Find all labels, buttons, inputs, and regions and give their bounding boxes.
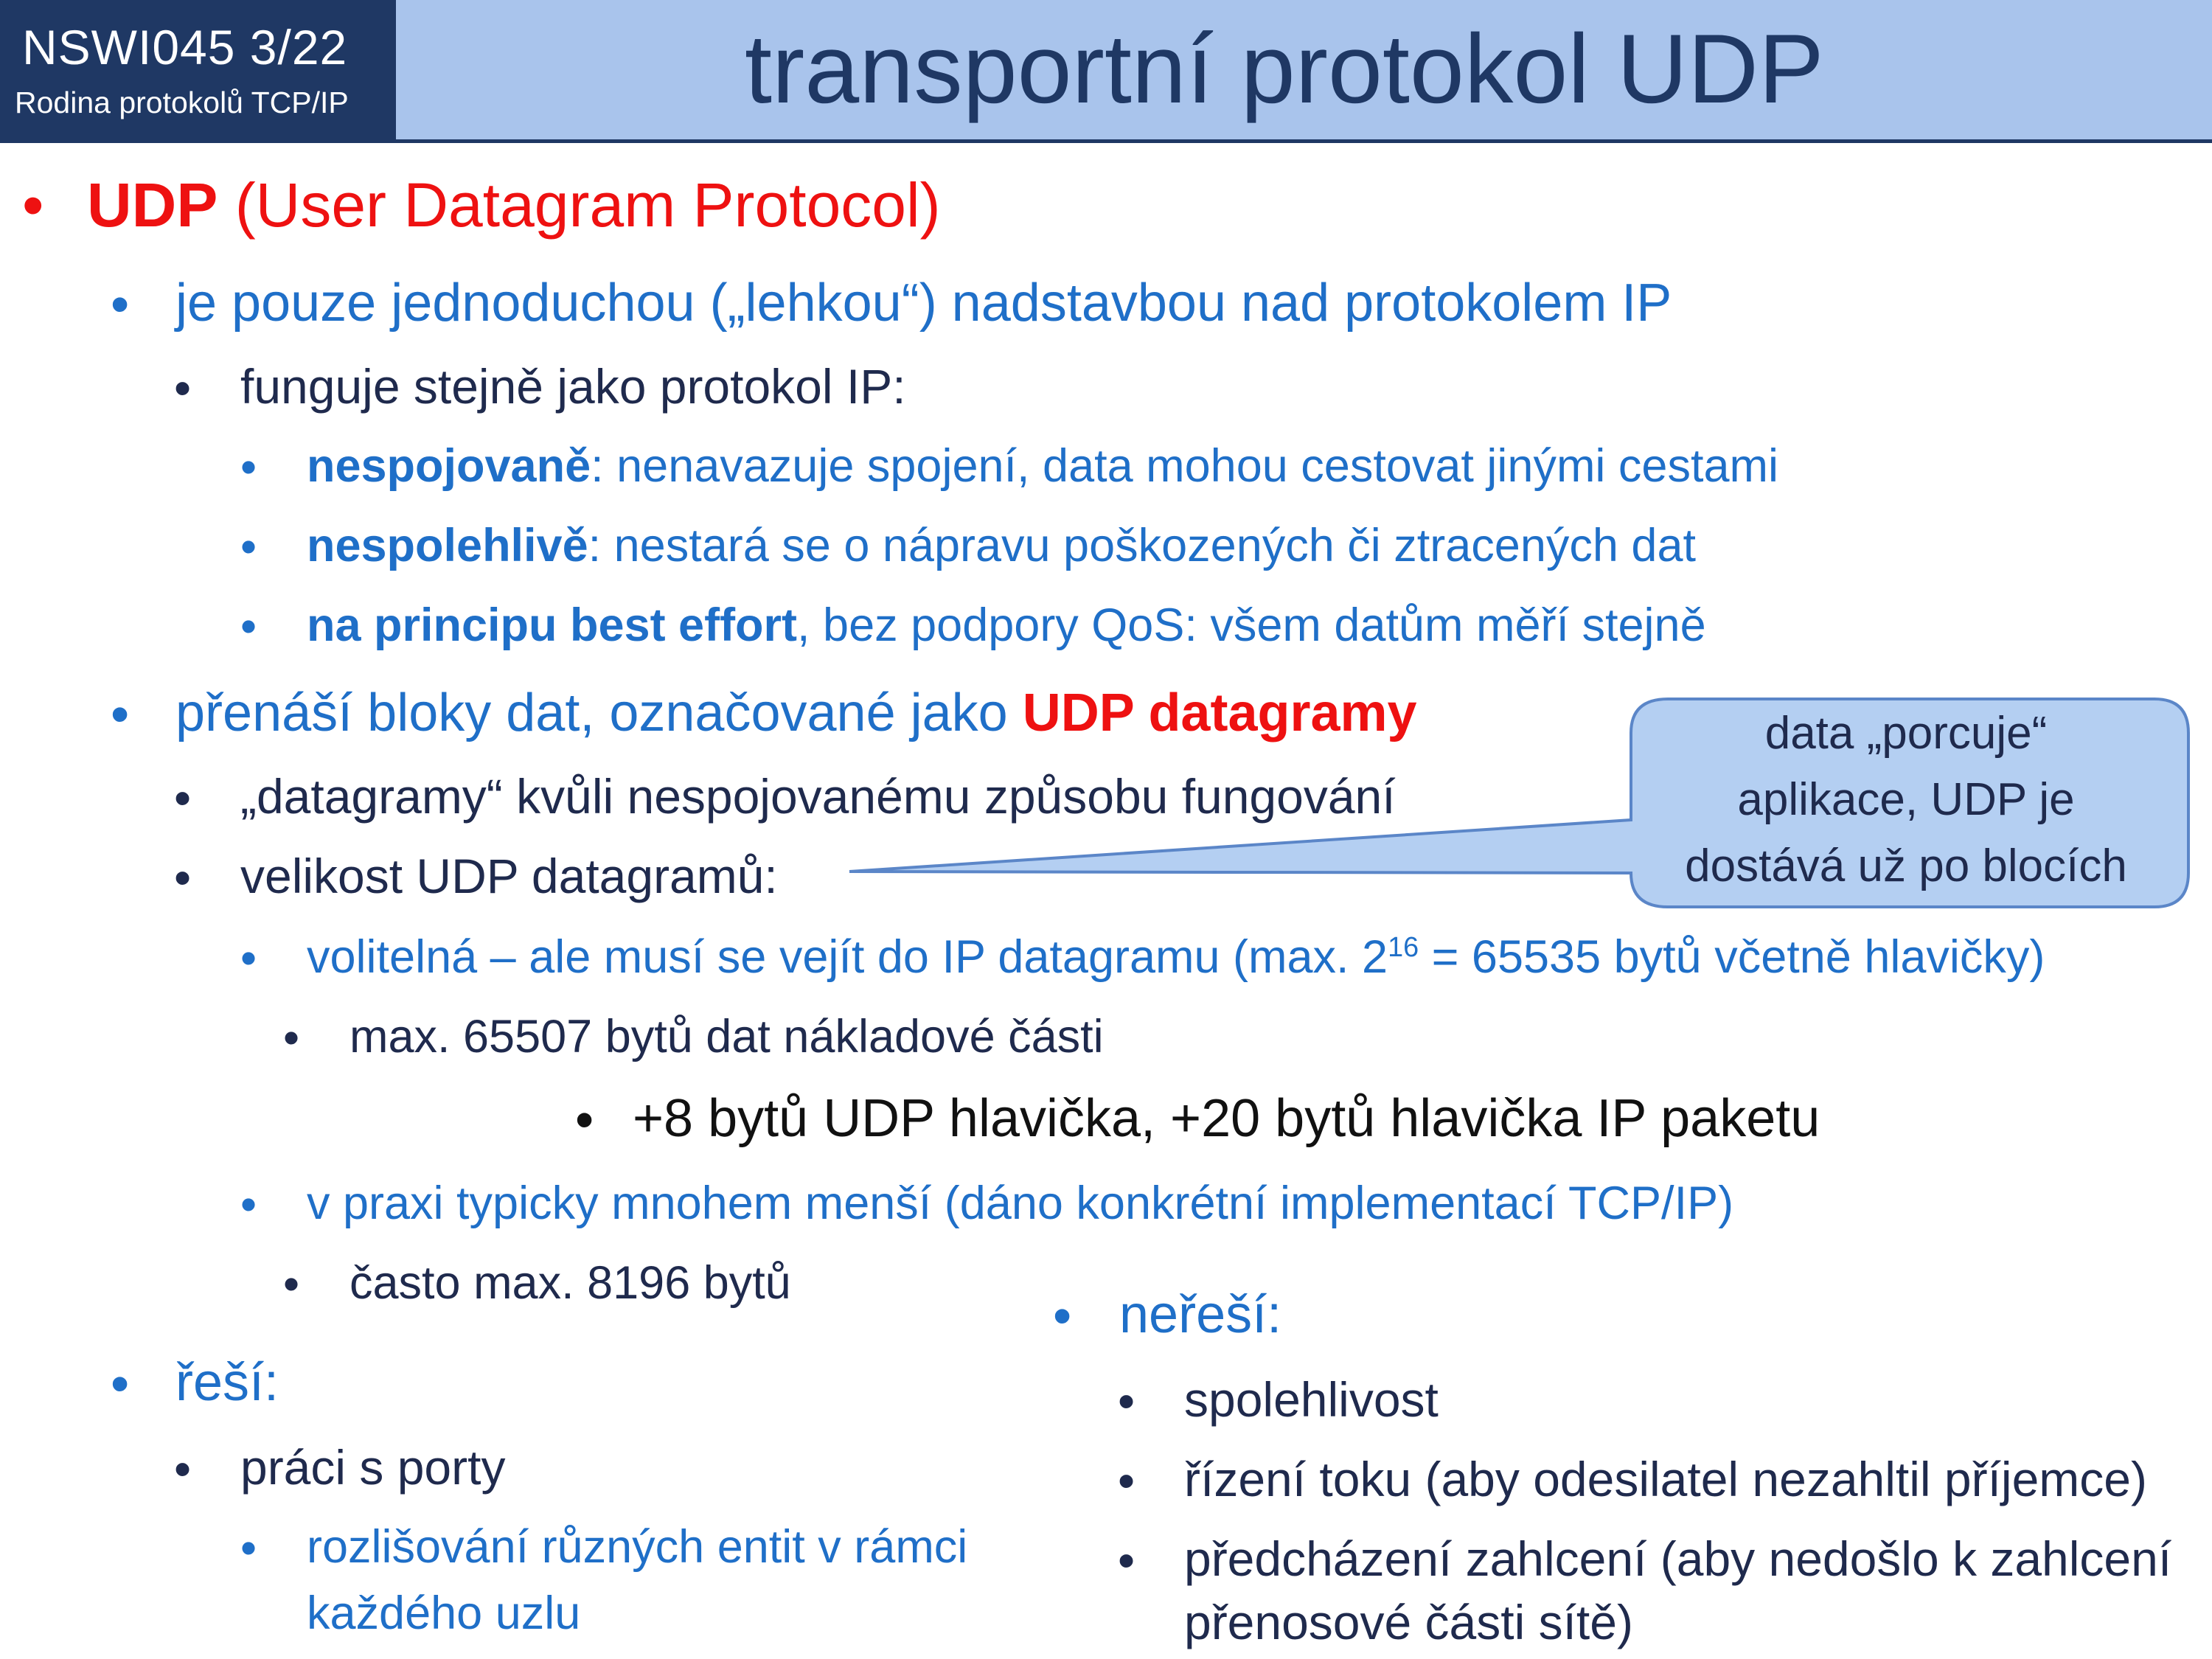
term-best-effort: na principu best effort xyxy=(307,599,798,651)
bullet-marker: • xyxy=(283,1012,300,1064)
bullet-marker: • xyxy=(1118,1533,1135,1587)
udp-expansion: (User Datagram Protocol) xyxy=(218,170,941,240)
bullet-marker: • xyxy=(1118,1374,1135,1428)
bullet-marker: • xyxy=(240,521,257,573)
bullet-marker: • xyxy=(283,1259,300,1310)
point-datagram-size: velikost UDP datagramů: xyxy=(240,849,778,903)
point-header-sizes: +8 bytů UDP hlavička, +20 bytů hlavička IP paketu xyxy=(633,1089,1820,1148)
bullet-marker: • xyxy=(240,1179,257,1231)
desc-connectionless: : nenavazuje spojení, data mohou cestovat jinými cestami xyxy=(591,440,1778,492)
not-solves-reliability: spolehlivost xyxy=(1184,1372,1439,1427)
bullet-marker: • xyxy=(174,1441,192,1496)
bullet-marker: • xyxy=(575,1091,594,1150)
solves-entities-line2: každého uzlu xyxy=(307,1587,581,1639)
point-best-effort xyxy=(307,599,1706,652)
bullet-marker: • xyxy=(240,601,257,653)
bullet-marker: • xyxy=(111,275,130,334)
not-solves-heading: neřeší: xyxy=(1119,1285,1282,1344)
course-subtitle: Rodina protokolů TCP/IP xyxy=(15,86,349,119)
not-solves-flow-control: řízení toku (aby odesilatel nezahltil příjemce) xyxy=(1184,1452,2147,1506)
optional-size-a: volitelná – ale musí se vejít do IP datagramu (max. 2 xyxy=(307,931,1388,983)
bullet-marker: • xyxy=(240,1523,257,1574)
udp-acronym: UDP xyxy=(87,170,218,240)
optional-size-b: = 65535 bytů včetně hlavičky) xyxy=(1419,931,2045,983)
point-practice: v praxi typicky mnohem menší (dáno konkrétní implementací TCP/IP) xyxy=(307,1178,1734,1229)
not-solves-congestion-line2: přenosové části sítě) xyxy=(1184,1595,1633,1649)
solves-heading: řeší: xyxy=(175,1353,279,1412)
solves-ports: práci s porty xyxy=(240,1440,506,1495)
point-lightweight: je pouze jednoduchou („lehkou“) nadstavbou nad protokolem IP xyxy=(175,274,1672,333)
bullet-marker: • xyxy=(174,850,192,905)
point-datagram-naming: „datagramy“ kvůli nespojovanému způsobu fungování xyxy=(240,769,1396,824)
term-connectionless: nespojovaně xyxy=(307,440,591,492)
bullet-marker: • xyxy=(174,771,192,825)
callout-line-1: data „porcuje“ xyxy=(1764,708,2048,759)
term-unreliable: nespolehlivě xyxy=(307,520,588,571)
point-datagrams xyxy=(175,683,1417,743)
slide-title: transportní protokol UDP xyxy=(745,15,1824,124)
bullet-marker: • xyxy=(22,170,44,240)
exponent: 16 xyxy=(1388,932,1419,963)
datagrams-intro: přenáší bloky dat, označované jako xyxy=(175,684,1023,742)
bullet-marker: • xyxy=(111,685,130,744)
bullet-marker: • xyxy=(1118,1453,1135,1508)
udp-heading xyxy=(87,170,941,241)
point-optional-size xyxy=(307,931,2045,984)
point-connectionless xyxy=(307,439,1778,493)
callout-line-2: aplikace, UDP je xyxy=(1737,774,2075,825)
point-works-like-ip: funguje stejně jako protokol IP: xyxy=(240,359,906,414)
bullet-marker: • xyxy=(174,361,192,415)
datagrams-term: UDP datagramy xyxy=(1022,684,1417,742)
desc-unreliable: : nestará se o nápravu poškozených či ztracených dat xyxy=(588,520,1696,571)
solves-entities-line1: rozlišování různých entit v rámci xyxy=(307,1521,968,1573)
callout-text xyxy=(1630,700,2183,900)
point-max-payload: max. 65507 bytů dat nákladové části xyxy=(349,1011,1104,1062)
not-solves-congestion-line1: předcházení zahlcení (aby nedošlo k zahlcení xyxy=(1184,1531,2172,1586)
point-typical-max: často max. 8196 bytů xyxy=(349,1257,791,1309)
bullet-marker: • xyxy=(240,933,257,984)
callout-line-3: dostává už po blocích xyxy=(1685,841,2127,891)
point-unreliable xyxy=(307,519,1696,572)
bullet-marker: • xyxy=(111,1354,130,1413)
bullet-marker: • xyxy=(240,442,257,493)
bullet-marker: • xyxy=(1053,1287,1072,1346)
course-code: NSWI045 3/22 xyxy=(22,20,348,74)
desc-best-effort: , bez podpory QoS: všem datům měří stejně xyxy=(797,599,1706,651)
